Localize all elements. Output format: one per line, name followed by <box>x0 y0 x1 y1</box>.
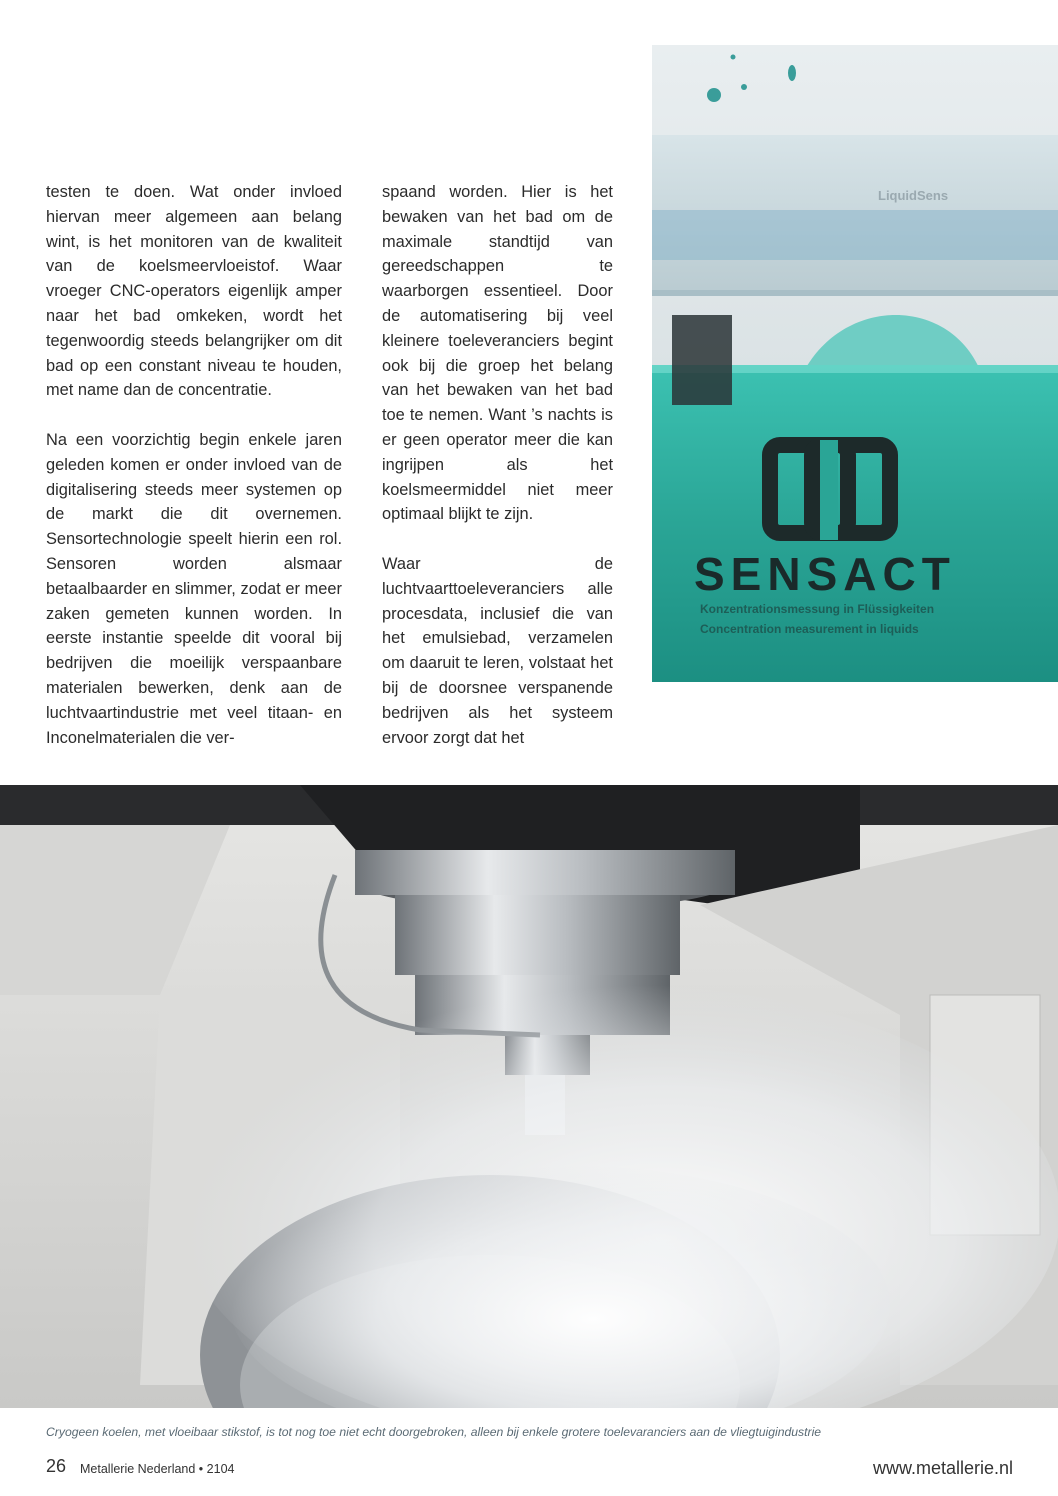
paragraph: Na een voorzichtig begin enkele jaren geleden komen er onder invloed van de digitalisering steeds meer systemen op de markt die dit overnemen. Sensortechnologie speelt hierin een rol. Sensoren worden alsmaar betaalbaarder en slimmer, zodat er meer zaken gemeten kunnen worden. In eerste instantie speelde dit vooral bij bedrijven die moeilijk verspaanbare materialen bewerken, denk aan de luchtvaartindustrie met veel titaan- en Inconelmaterialen die ver- <box>46 430 342 747</box>
paragraph: testen te doen. Wat onder invloed hiervan meer algemeen aan belang wint, is het monitoren van de kwaliteit van de koelsmeervloeistof. Waar vroeger CNC-operators eigenlijk amper naar het bad omkeken, wordt het tegenwoordig steeds belangrijker om dit bad op een constant niveau te houden, met name dan de concentratie. <box>46 183 342 400</box>
liquidsens-sign: LiquidSens <box>878 188 949 203</box>
article-column-left <box>46 180 342 750</box>
paragraph: spaand worden. Hier is het bewaken van het bad om de maximale standtijd van gereedschappen te waarborgen essentieel. Door de automatisering bij veel kleinere toeleveranciers begint ook bij die groep het belang van het bewaken van het bad toe te nemen. Want ’s nachts is er geen operator meer die kan ingrijpen als het koelsmeermiddel niet meer optimaal blijkt te zijn. <box>382 183 613 524</box>
publication-name: Metallerie Nederland • 2104 <box>80 1462 235 1476</box>
tagline-de: Konzentrationsmessung in Flüssigkeiten <box>700 602 935 616</box>
website-link[interactable]: www.metallerie.nl <box>872 1458 1013 1478</box>
photo-caption: Cryogeen koelen, met vloeibaar stikstof, is tot nog toe niet echt doorgebroken, alleen bij enkele grotere toelevaranciers aan de vliegtuigindustrie <box>46 1425 822 1439</box>
sensact-brand-text: SENSACT <box>694 548 956 600</box>
page-number: 26 <box>46 1456 67 1476</box>
tagline-en: Concentration measurement in liquids <box>700 622 919 636</box>
paragraph: Waar de luchtvaarttoeleveranciers alle procesdata, inclusief die van het emulsiebad, verzamelen om daaruit te leren, volstaat het bij de doorsnee verspanende bedrijven als het systeem ervoor zorgt dat het <box>382 554 613 747</box>
sensact-tank-photo <box>652 45 1058 682</box>
article-column-middle <box>382 180 613 750</box>
cryogenic-machine-photo <box>0 785 1058 1408</box>
